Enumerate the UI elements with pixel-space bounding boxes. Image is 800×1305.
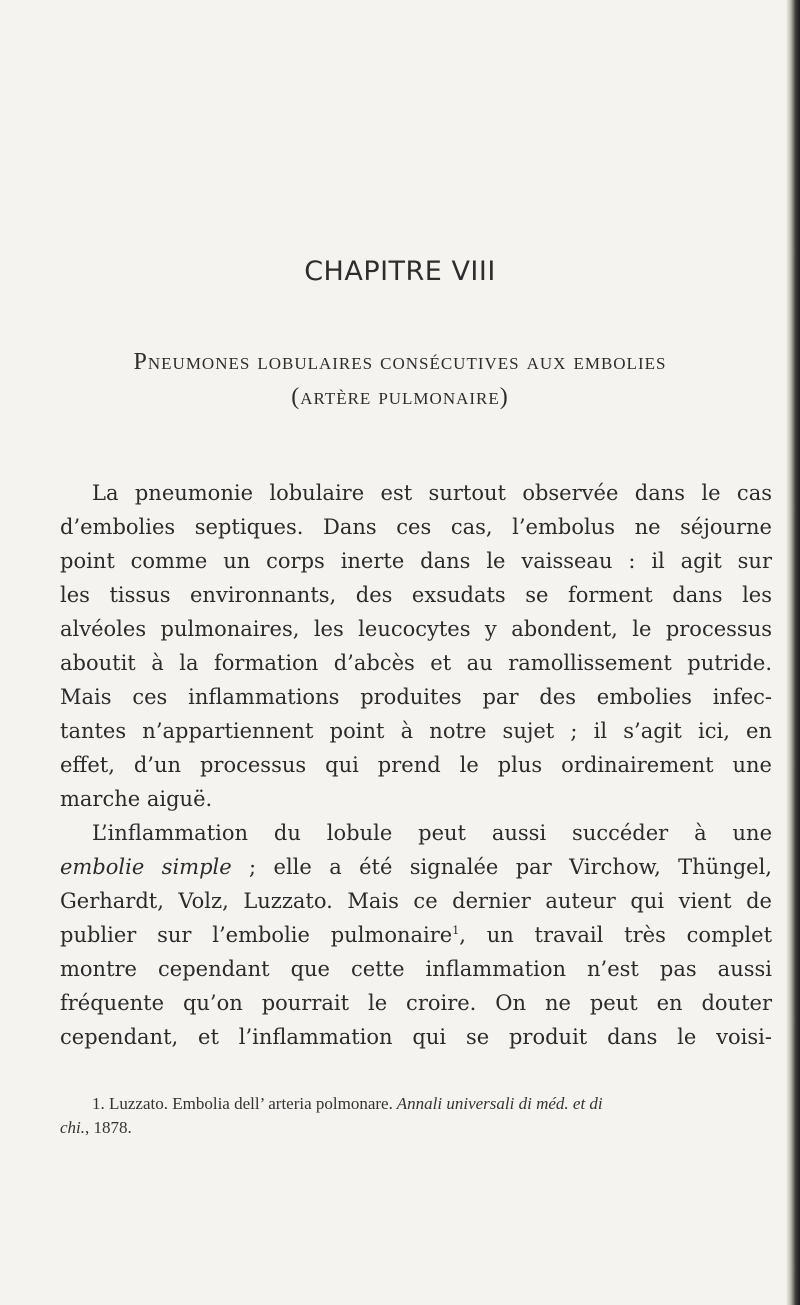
paragraph1-line: d’embolies septiques. Dans ces cas, l’embolus ne séjourne	[60, 515, 772, 539]
paragraph1-line: La pneumonie lobulaire est surtout observée dans le cas	[92, 481, 772, 505]
paragraph1-line: aboutit à la formation d’abcès et au ramollissement putride.	[60, 651, 772, 675]
paragraph2-line: L’inflammation du lobule peut aussi succéder à une	[92, 821, 772, 845]
footnote-journal-cont: chi.	[60, 1118, 86, 1137]
chapter-subtitle-line2: (artère pulmonaire)	[291, 384, 509, 410]
chapter-title: CHAPITRE VIII	[304, 256, 496, 287]
footnote-ref: 1	[452, 924, 460, 937]
footnote-number: 1.	[92, 1094, 105, 1113]
paragraph1-line: effet, d’un processus qui prend le plus ordinairement une	[60, 753, 772, 777]
paragraph1-line: Mais ces inflammations produites par des embolies infec-	[60, 685, 772, 709]
italic-term: embolie simple	[60, 855, 232, 879]
paragraph2-line	[60, 923, 772, 947]
paragraph1-line: les tissus environnants, des exsudats se forment dans les	[60, 583, 772, 607]
footnote-journal: Annali universali di méd. et di	[392, 1094, 603, 1113]
footnote-year: , 1878.	[85, 1118, 132, 1137]
paragraph2-line-rest: ; elle a été signalée par Virchow, Thüngel,	[231, 855, 772, 879]
chapter-subtitle-line1: Pneumones lobulaires consécutives aux embolies	[133, 349, 667, 375]
footnote	[92, 1094, 603, 1114]
paragraph1-line: marche aiguë.	[60, 787, 213, 811]
paragraph1-line: point comme un corps inerte dans le vaisseau : il agit sur	[60, 549, 772, 573]
paragraph2-line-start: publier sur l’embolie pulmonaire	[60, 923, 453, 947]
footnote-cont	[60, 1118, 132, 1138]
paragraph1-line: alvéoles pulmonaires, les leucocytes y abondent, le processus	[60, 617, 772, 641]
paragraph2-line	[60, 855, 772, 879]
paragraph2-line: fréquente qu’on pourrait le croire. On ne peut en douter	[60, 991, 772, 1015]
paragraph1-line: tantes n’appartiennent point à notre sujet ; il s’agit ici, en	[60, 719, 772, 743]
footnote-text: Luzzato. Embolia dell’ arteria polmonare.	[104, 1094, 393, 1113]
page-edge-shadow	[786, 0, 800, 1305]
paragraph2-line: Gerhardt, Volz, Luzzato. Mais ce dernier auteur qui vient de	[60, 889, 772, 913]
paragraph2-line-end: , un travail très complet	[459, 923, 773, 947]
paragraph2-line: cependant, et l’inflammation qui se produit dans le voisi-	[60, 1025, 772, 1049]
paragraph2-line: montre cependant que cette inflammation n’est pas aussi	[60, 957, 772, 981]
